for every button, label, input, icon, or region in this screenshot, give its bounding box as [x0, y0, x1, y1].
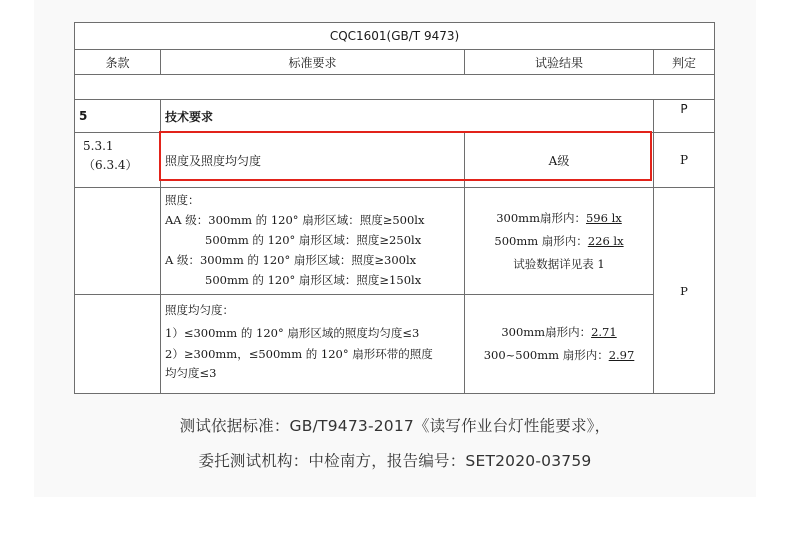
result-value: 596 lx: [585, 210, 622, 225]
table-title-row: [75, 23, 715, 50]
clause-cell: [75, 133, 161, 188]
header-result: 试验结果: [465, 50, 654, 75]
result-value: 226 lx: [587, 233, 624, 248]
clause-ref: （6.3.4）: [83, 158, 138, 172]
blank-row: [75, 75, 715, 100]
table-row-5-3-1: [75, 133, 715, 188]
header-requirement: 标准要求: [161, 50, 465, 75]
section-clause: 5: [75, 100, 161, 133]
section-verdict: P: [654, 100, 715, 133]
result-value: 2.71: [591, 325, 617, 339]
table-header-row: [75, 50, 715, 75]
standard-note: 测试依据标准：GB/T9473-2017《读写作业台灯性能要求》，: [179, 417, 611, 435]
result-cell: A级: [465, 133, 654, 188]
table-row-uniformity: [75, 295, 715, 394]
illuminance-result: 300mm扇形内：596 lx 500mm 扇形内：226 lx 试验数据详见表 1: [465, 188, 654, 295]
table-title: CQC1601(GB/T 9473): [75, 23, 715, 50]
test-report-table: [74, 22, 715, 394]
clause-number: 5.3.1: [83, 139, 114, 153]
result-value: 2.97: [608, 348, 635, 362]
uniformity-result: 300mm扇形内：2.71 300~500mm 扇形内：2.97: [465, 295, 654, 394]
uniformity-requirement: 照度均匀度： 1）≤300mm 的 120° 扇形区域的照度均匀度≤3 2）≥300mm，≤500mm 的 120° 扇形环带的照度 均匀度≤3: [161, 295, 465, 394]
agency-note: 委托测试机构：中检南方，报告编号：SET2020-03759: [198, 452, 592, 470]
header-verdict: 判定: [654, 50, 715, 75]
verdict-cell: P: [654, 133, 715, 188]
table-row-illuminance: [75, 188, 715, 295]
merged-verdict-cell: P: [654, 188, 715, 394]
illuminance-requirement: 照度： AA 级：300mm 的 120° 扇形区域：照度≥500lx 500mm 的 120° 扇形区域：照度≥250lx A 级：300mm 的 120° 扇形区域：照度≥300lx 500mm 的 120° 扇形区域：照度≥150lx: [161, 188, 465, 295]
requirement-cell: 照度及照度均匀度: [161, 133, 465, 188]
section-row: [75, 100, 715, 133]
section-requirement: 技术要求: [161, 100, 654, 133]
header-clause: 条款: [75, 50, 161, 75]
